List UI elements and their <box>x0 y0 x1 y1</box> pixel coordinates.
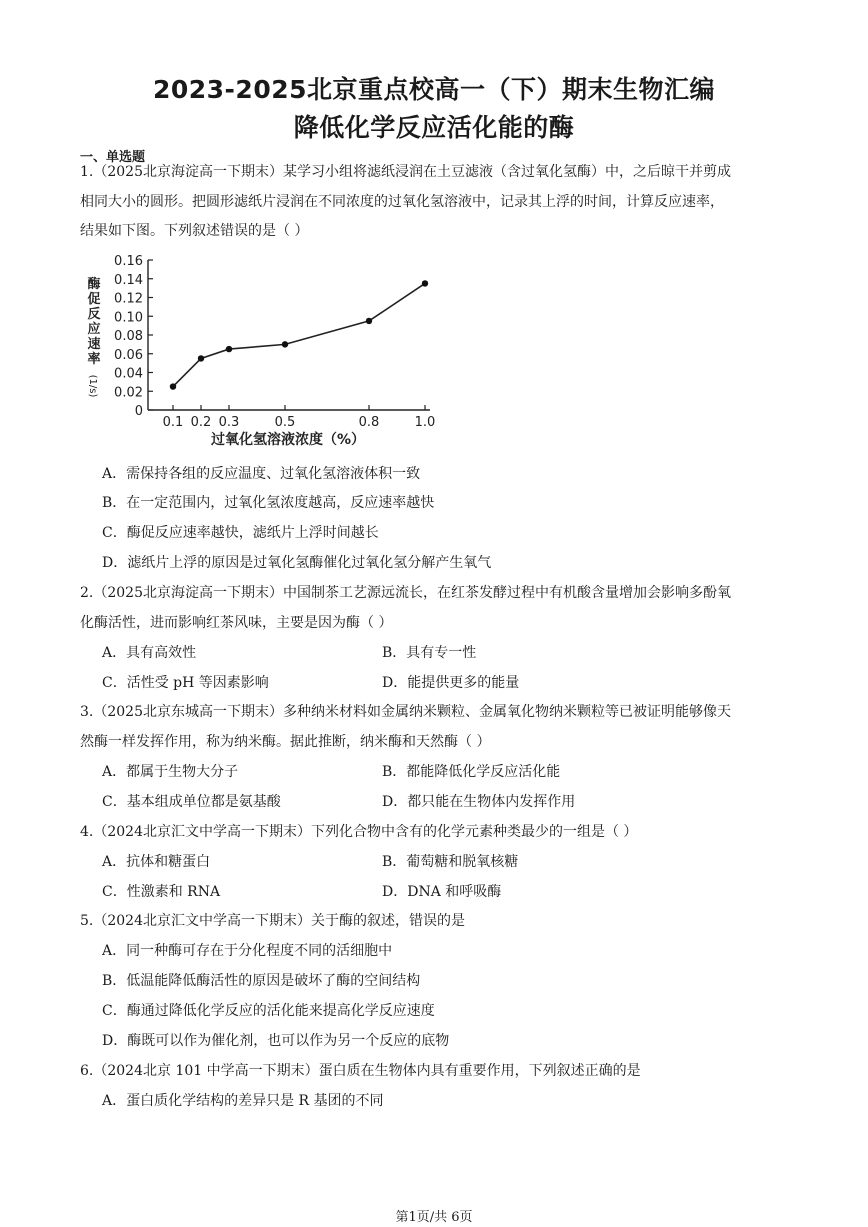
question-1-option-b: B．在一定范围内，过氧化氢浓度越高，反应速率越快 <box>102 495 435 511</box>
question-4-option-a: A．抗体和糖蛋白 <box>102 854 211 870</box>
question-1-line-2: 相同大小的圆形。把圆形滤纸片浸润在不同浓度的过氧化氢溶液中，记录其上浮的时间，计算反应速率， <box>80 194 724 210</box>
y-tick-label: 0.08 <box>114 329 143 344</box>
y-axis-label-char: 酶 <box>87 277 101 292</box>
data-point <box>366 318 372 324</box>
question-6-line-1: 6.（2024北京 101 中学高一下期末）蛋白质在生物体内具有重要作用，下列叙述正确的是 <box>80 1063 641 1079</box>
question-1-option-a: A．需保持各组的反应温度、过氧化氢溶液体积一致 <box>102 466 421 482</box>
y-axis-label-char: 反 <box>87 307 101 322</box>
question-5-option-a: A．同一种酶可存在于分化程度不同的活细胞中 <box>102 943 393 959</box>
page-title: 2023-2025北京重点校高一（下）期末生物汇编 <box>152 75 716 104</box>
question-4-option-c: C．性激素和 RNA <box>102 884 221 900</box>
question-4-line-1: 4.（2024北京汇文中学高一下期末）下列化合物中含有的化学元素种类最少的一组是（ ） <box>80 824 638 840</box>
question-4-option-d: D．DNA 和呼吸酶 <box>382 884 502 900</box>
question-3-line-1: 3.（2025北京东城高一下期末）多种纳米材料如金属纳米颗粒、金属氧化物纳米颗粒等已被证明能够像天 <box>80 704 731 720</box>
y-axis-unit: (1/s) <box>87 374 98 398</box>
y-tick-label: 0.06 <box>114 347 143 363</box>
x-tick-label: 1.0 <box>414 415 436 430</box>
question-3-option-c: C．基本组成单位都是氨基酸 <box>102 794 281 810</box>
question-3-option-b: B．都能降低化学反应活化能 <box>382 764 561 780</box>
x-tick-label: 0.8 <box>358 415 380 430</box>
y-tick-label: 0.14 <box>114 272 143 288</box>
question-2-line-2: 化酶活性，进而影响红茶风味，主要是因为酶（ ） <box>80 615 393 631</box>
y-tick-label: 0.16 <box>114 254 143 269</box>
x-tick-label: 0.2 <box>190 415 212 430</box>
question-1-line-3: 结果如下图。下列叙述错误的是（ ） <box>80 223 309 239</box>
section-heading: 一、单选题 <box>80 150 146 165</box>
y-axis-label-char: 速 <box>87 337 101 352</box>
question-1-line-1: 1.（2025北京海淀高一下期末）某学习小组将滤纸浸润在土豆滤液（含过氧化氢酶）中，之后晾干并剪成 <box>80 164 731 180</box>
y-axis-label-char: 促 <box>87 292 101 307</box>
question-2-option-b: B．具有专一性 <box>382 645 477 661</box>
x-tick-label: 0.5 <box>274 415 296 430</box>
question-3-option-a: A．都属于生物大分子 <box>102 764 239 780</box>
y-axis-label-char: 应 <box>87 322 101 337</box>
y-axis-label-char: 率 <box>87 352 101 367</box>
y-tick-label: 0.10 <box>114 310 143 326</box>
question-3-option-d: D．都只能在生物体内发挥作用 <box>382 794 576 810</box>
question-5-line-1: 5.（2024北京汇文中学高一下期末）关于酶的叙述，错误的是 <box>80 913 465 929</box>
question-1-option-c: C．酶促反应速率越快，滤纸片上浮时间越长 <box>102 525 379 541</box>
y-tick-label: 0.02 <box>114 385 143 401</box>
y-tick-label: 0.12 <box>114 291 143 307</box>
question-5-option-d: D．酶既可以作为催化剂，也可以作为另一个反应的底物 <box>102 1033 450 1049</box>
question-2-option-d: D．能提供更多的能量 <box>382 675 520 691</box>
question-3-line-2: 然酶一样发挥作用，称为纳米酶。据此推断，纳米酶和天然酶（ ） <box>80 734 491 750</box>
rate-chart <box>80 252 460 452</box>
x-axis-label: 过氧化氢溶液浓度（%） <box>210 432 366 448</box>
data-point <box>282 341 288 347</box>
data-point <box>226 346 232 352</box>
question-2-option-c: C．活性受 pH 等因素影响 <box>102 675 269 691</box>
question-1-option-d: D．滤纸片上浮的原因是过氧化氢酶催化过氧化氢分解产生氧气 <box>102 555 492 571</box>
page-footer: 第1页/共 6页 <box>395 1210 473 1225</box>
question-5-option-b: B．低温能降低酶活性的原因是破坏了酶的空间结构 <box>102 973 421 989</box>
x-tick-label: 0.3 <box>218 415 240 430</box>
series-line <box>173 283 425 386</box>
y-tick-label: 0.04 <box>114 366 143 382</box>
x-tick-label: 0.1 <box>162 415 184 430</box>
question-2-option-a: A．具有高效性 <box>102 645 197 661</box>
page-subtitle: 降低化学反应活化能的酶 <box>293 113 575 142</box>
data-point <box>422 280 428 286</box>
question-4-option-b: B．葡萄糖和脱氧核糖 <box>382 854 519 870</box>
question-5-option-c: C．酶通过降低化学反应的活化能来提高化学反应速度 <box>102 1003 435 1019</box>
data-point <box>198 355 204 361</box>
question-2-line-1: 2.（2025北京海淀高一下期末）中国制茶工艺源远流长，在红茶发酵过程中有机酸含量增加会影响多酚氧 <box>80 585 731 601</box>
data-point <box>170 383 176 389</box>
question-6-option-a: A．蛋白质化学结构的差异只是 R 基团的不同 <box>102 1093 384 1109</box>
y-tick-label: 0 <box>134 404 143 419</box>
